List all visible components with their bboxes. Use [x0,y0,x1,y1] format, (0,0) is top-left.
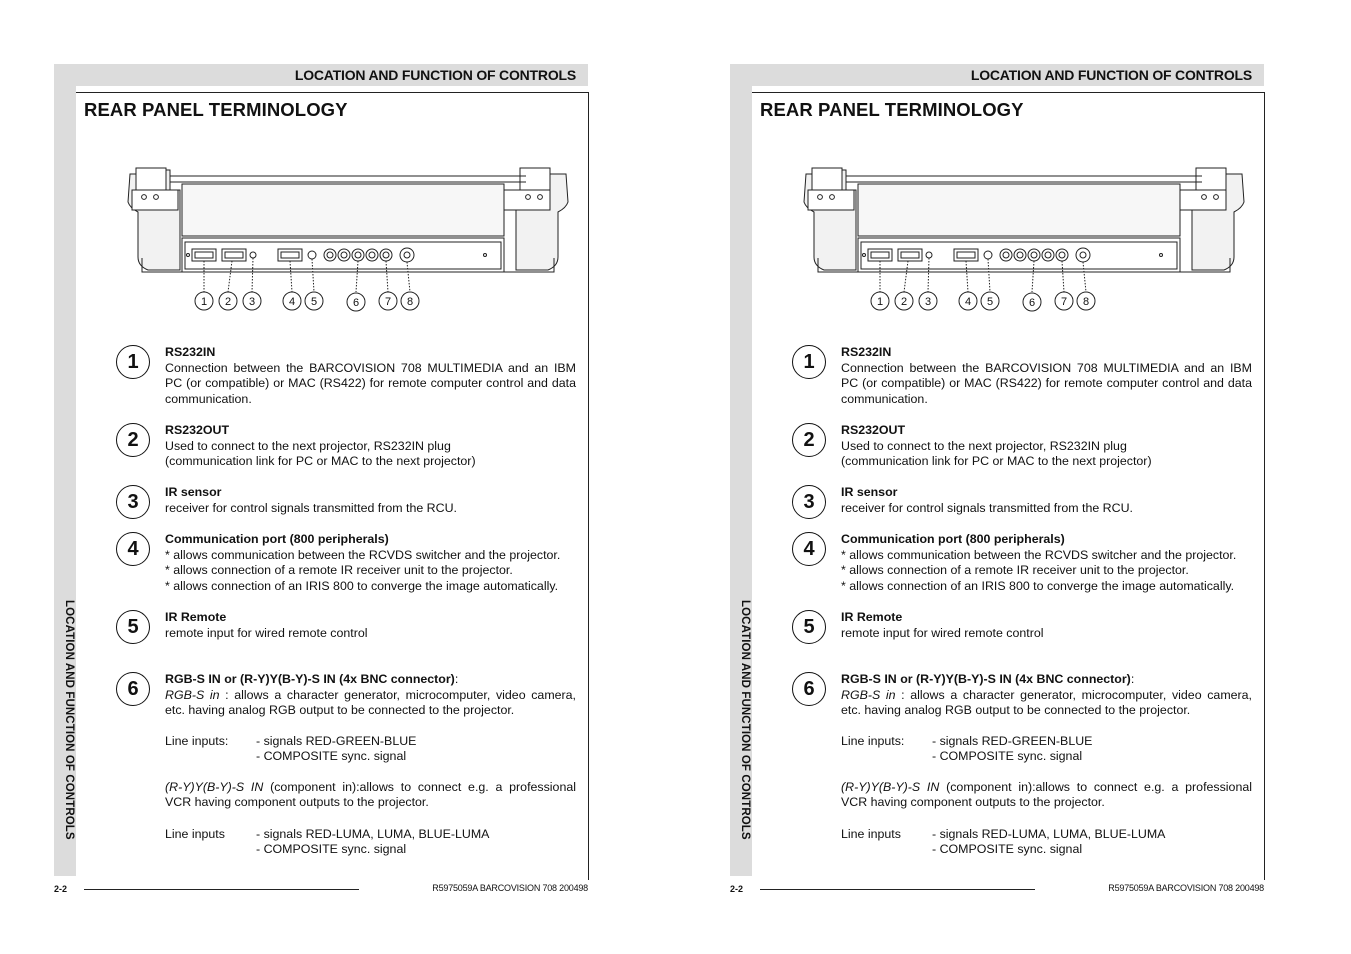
line-input-value: - signals RED-GREEN-BLUE [932,733,1093,748]
callout-1 [871,292,889,310]
item-description: * allows connection of an IRIS 800 to converge the image automatically. [841,578,1235,593]
item-title: IR sensor [841,485,898,499]
svg-text:6: 6 [352,297,360,309]
line-inputs-component [841,827,1252,858]
svg-text:4: 4 [288,296,296,308]
callout-6 [347,293,365,311]
svg-text:2: 2 [900,296,908,308]
item-description: * allows connection of a remote IR receiver unit to the projector. [841,563,1189,577]
section-header-label: LOCATION AND FUNCTION OF CONTROLS [294,67,576,83]
item-description: Connection between the BARCOVISION 708 MULTIMEDIA and an IBM PC (or compatible) or MAC (RS422) for remote computer control and data communication. [165,360,576,406]
frame-top-rule [76,92,588,93]
line-inputs-label: Line inputs: [165,733,229,748]
item-description: * allows connection of a remote IR receiver unit to the projector. [165,563,513,577]
item-title: Communication port (800 peripherals) [841,532,1065,546]
section-header-label: LOCATION AND FUNCTION OF CONTROLS [970,67,1252,83]
item-title: IR Remote [841,610,903,624]
item-title-suffix: : [454,672,459,686]
rgb-term: RGB-S in [165,687,220,702]
footer-reference: R5975059A BARCOVISION 708 200498 [1108,883,1264,893]
rear-panel-diagram [118,162,578,322]
item-description: receiver for control signals transmitted from the RCU. [841,500,1133,515]
sidebar-label: LOCATION AND FUNCTION OF CONTROLS [63,600,75,840]
frame-right-rule [588,92,589,880]
section-header [752,64,1264,86]
line-input-value: - COMPOSITE sync. signal [256,842,407,856]
item-number: 6 [792,672,826,706]
svg-text:8: 8 [406,296,414,308]
line-inputs-label: Line inputs [841,826,901,841]
item-number: 5 [116,610,150,644]
item-number: 4 [792,532,826,566]
item-title: IR sensor [165,485,222,499]
callout-4 [283,292,301,310]
item-number: 5 [792,610,826,644]
item-description: * allows communication between the RCVDS switcher and the projector. [841,547,1237,562]
component-text: (component in):allows to connect e.g. a professional VCR having component outputs to the projector. [165,779,576,809]
rgb-term: RGB-S in [841,687,896,702]
item-number: 4 [116,532,150,566]
line-input-value: - signals RED-LUMA, LUMA, BLUE-LUMA [256,826,490,841]
svg-text:3: 3 [924,296,932,308]
item-number: 1 [116,345,150,379]
callout-7 [379,292,397,310]
item-title: RS232IN [165,345,216,359]
line-input-value: - signals RED-GREEN-BLUE [256,733,417,748]
callout-7 [1055,292,1073,310]
component-term: (R-Y)Y(B-Y)-S IN [841,779,940,794]
callout-5 [981,292,999,310]
item-description: (communication link for PC or MAC to the next projector) [165,454,476,468]
line-inputs-component [165,827,576,858]
svg-text:1: 1 [200,296,208,308]
item-description [841,780,1252,811]
item-number: 2 [792,423,826,457]
svg-text:5: 5 [986,296,994,308]
rgb-text: : allows a character generator, microcomputer, video camera, etc. having analog RGB output to be connected to the projector. [165,687,576,717]
item-title: RGB-S IN or (R-Y)Y(B-Y)-S IN (4x BNC connector) [165,672,455,686]
callout-3 [243,292,261,310]
item-number: 2 [116,423,150,457]
item-description [165,688,576,719]
item-description: Connection between the BARCOVISION 708 MULTIMEDIA and an IBM PC (or compatible) or MAC (RS422) for remote computer control and data communication. [841,360,1252,406]
item-number: 3 [116,485,150,519]
callout-2 [219,292,237,310]
footer-reference: R5975059A BARCOVISION 708 200498 [432,883,588,893]
line-inputs-label: Line inputs [165,826,225,841]
svg-text:5: 5 [310,296,318,308]
item-title: RS232IN [841,345,892,359]
svg-text:7: 7 [1060,296,1068,308]
callout-8 [1077,292,1095,310]
line-inputs-label: Line inputs: [841,733,905,748]
item-title: RS232OUT [841,423,906,437]
component-text: (component in):allows to connect e.g. a professional VCR having component outputs to the projector. [841,779,1252,809]
rear-panel-diagram [794,162,1254,322]
item-number: 1 [792,345,826,379]
page-title: REAR PANEL TERMINOLOGY [760,99,1024,120]
item-description: receiver for control signals transmitted from the RCU. [165,500,457,515]
item-title-suffix: : [1130,672,1135,686]
item-description: remote input for wired remote control [841,625,1044,640]
sidebar-label: LOCATION AND FUNCTION OF CONTROLS [739,600,751,840]
item-description: (communication link for PC or MAC to the next projector) [841,454,1152,468]
item-description: Used to connect to the next projector, RS232IN plug [165,438,451,453]
callout-4 [959,292,977,310]
callout-5 [305,292,323,310]
line-input-value: - COMPOSITE sync. signal [932,749,1083,763]
callout-6 [1023,293,1041,311]
svg-text:8: 8 [1082,296,1090,308]
line-inputs-rgb [841,734,1252,765]
footer-page-number: 2-2 [730,884,744,894]
svg-text:2: 2 [224,296,232,308]
item-title: RGB-S IN or (R-Y)Y(B-Y)-S IN (4x BNC connector) [841,672,1131,686]
component-term: (R-Y)Y(B-Y)-S IN [165,779,264,794]
footer-page-number: 2-2 [54,884,68,894]
item-description: * allows connection of an IRIS 800 to converge the image automatically. [165,578,559,593]
callout-1 [195,292,213,310]
section-header [76,64,588,86]
line-input-value: - COMPOSITE sync. signal [932,842,1083,856]
item-title: Communication port (800 peripherals) [165,532,389,546]
page-title: REAR PANEL TERMINOLOGY [84,99,348,120]
frame-right-rule [1264,92,1265,880]
item-number: 3 [792,485,826,519]
line-input-value: - COMPOSITE sync. signal [256,749,407,763]
callout-3 [919,292,937,310]
svg-text:4: 4 [964,296,972,308]
document-page-right [676,0,1351,954]
item-description: remote input for wired remote control [165,625,368,640]
callout-2 [895,292,913,310]
item-number: 6 [116,672,150,706]
item-description [165,780,576,811]
svg-text:1: 1 [876,296,884,308]
rgb-text: : allows a character generator, microcomputer, video camera, etc. having analog RGB output to be connected to the projector. [841,687,1252,717]
line-input-value: - signals RED-LUMA, LUMA, BLUE-LUMA [932,826,1166,841]
svg-text:6: 6 [1028,297,1036,309]
svg-text:7: 7 [384,296,392,308]
callout-8 [401,292,419,310]
item-description [841,688,1252,719]
item-description: Used to connect to the next projector, RS232IN plug [841,438,1127,453]
item-title: IR Remote [165,610,227,624]
line-inputs-rgb [165,734,576,765]
footer-rule [760,889,1035,890]
svg-text:3: 3 [248,296,256,308]
frame-top-rule [752,92,1264,93]
item-title: RS232OUT [165,423,230,437]
item-description: * allows communication between the RCVDS switcher and the projector. [165,547,561,562]
footer-rule [84,889,359,890]
